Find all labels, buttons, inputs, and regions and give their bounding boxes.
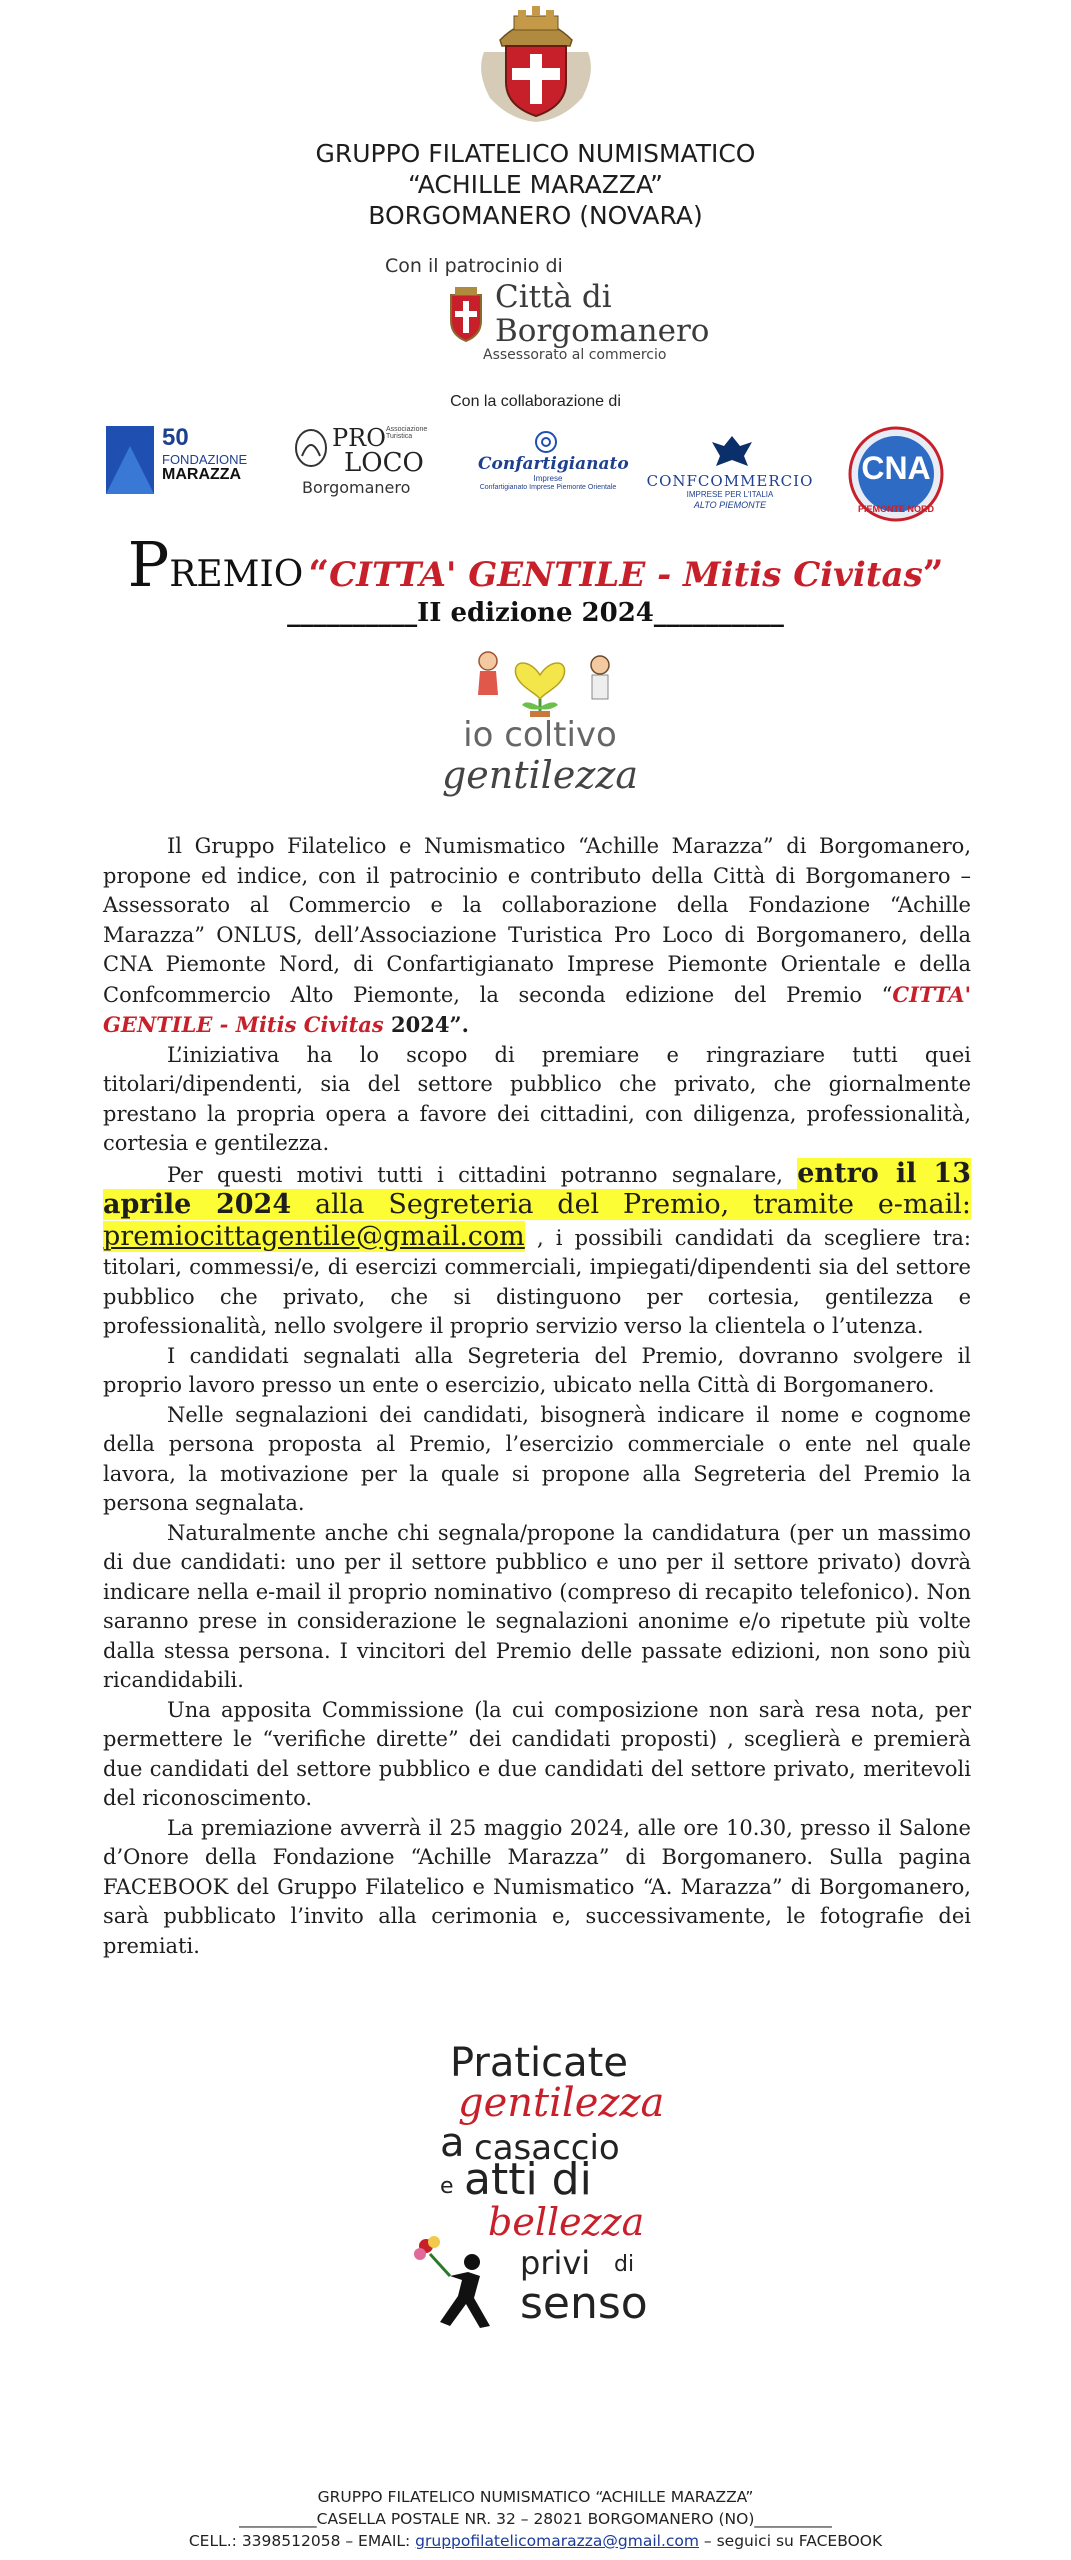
patronage-block — [385, 255, 725, 367]
paragraph-purpose: L’iniziativa ha lo scopo di premiare e ringraziare tutti quei titolari/dipendenti, sia del settore pubblico che privato, che giornalmente prestano la propria opera a favore dei cittadini, con diligenza, professionalità, cortesia e gentilezza. — [103, 1042, 971, 1155]
paragraph-intro: Il Gruppo Filatelico e Numismatico “Achille Marazza” di Borgomanero, propone ed indice, con il patrocinio e contributo della Città di Borgomanero – Assessorato al Commercio e la collaborazione della Fondazione “Achille Marazza” ONLUS, dell’Associazione Turistica Pro Loco di Borgomanero, della CNA Piemonte Nord, di Confartigianato Imprese Piemonte Orientale e della Confcommercio Alto Piemonte, la seconda edizione del Premio “CITTA' GENTILE - Mitis Civitas 2024”. — [103, 834, 971, 1037]
title-open-quote: “ — [308, 553, 330, 595]
paragraph-commission: Una apposita Commissione (la cui composizione non sarà resa nota, per permettere le “verifiche dirette” dei candidati proposti) , sceglierà e premierà due candidati del settore pubblico e due candidati del settore privato, meritevoli del riconoscimento. — [103, 1697, 971, 1810]
coltivo-line1: io coltivo — [463, 715, 617, 755]
proloco-emblem-icon — [294, 428, 328, 468]
art-word-atti-di: atti di — [464, 2154, 592, 2205]
confartigianato-at-icon — [534, 430, 558, 454]
patronage-intro: Con il patrocinio di — [385, 255, 563, 277]
art-word-gentilezza: gentilezza — [458, 2080, 665, 2126]
title-initial: P — [127, 528, 170, 601]
title-close-quote: ” — [922, 553, 944, 595]
secretariat-highlight: alla Segreteria del Premio, tramite e-mail: — [291, 1189, 971, 1220]
confartigianato-logo: Confartigianato Imprese Confartigianato Imprese Piemonte Orientale — [478, 430, 618, 496]
art-word-senso: senso — [520, 2278, 648, 2329]
art-word-bellezza: bellezza — [488, 2200, 645, 2244]
prize-title — [0, 528, 1071, 601]
org-name-line1: GRUPPO FILATELICO NUMISMATICO — [315, 139, 756, 168]
flower-thrower-figure-icon — [410, 2236, 522, 2330]
org-city-line: BORGOMANERO (NOVARA) — [368, 201, 703, 230]
paragraph-eligibility: I candidati segnalati alla Segreteria del Premio, dovranno svolgere il proprio lavoro presso un ente o esercizio, ubicato nella Città di Borgomanero. — [103, 1343, 971, 1397]
city-shield-icon — [445, 285, 487, 343]
cna-logo: CNA PIEMONTE NORD — [842, 424, 952, 524]
proloco-logo: PRO Associazione Turistica LOCO Borgomanero — [294, 422, 446, 500]
coltivo-line2: gentilezza — [441, 753, 639, 797]
art-word-praticate: Praticate — [450, 2040, 628, 2086]
edition-line: __________II edizione 2024__________ — [287, 598, 784, 628]
announcement-body — [103, 832, 971, 1961]
org-name-line2: “ACHILLE MARAZZA” — [408, 170, 663, 199]
footer-address: __________CASELLA POSTALE NR. 32 – 28021 BORGOMANERO (NO)__________ — [239, 2510, 832, 2528]
praticate-gentilezza-artwork: Praticate gentilezza a casaccio e atti di bellezza privi di senso — [410, 2040, 680, 2330]
paragraph-nomination-details: Nelle segnalazioni dei candidati, bisognerà indicare il nome e cognome della persona proposta al Premio, l’esercizio commerciale o ente nel quale lavora, la motivazione per la quale si propone alla Segreteria del Premio la persona segnalata. — [103, 1402, 971, 1515]
prize-name-inline: CITTA' GENTILE - Mitis Civitas — [103, 981, 971, 1037]
paragraph-nominator-rules: Naturalmente anche chi segnala/propone la candidatura (per un massimo di due candidati: uno per il settore pubblico e uno per il settore privato) dovrà indicare nella e-mail il proprio nominativo (compreso di recapito telefonico). Non saranno prese in considerazione le segnalazioni anonime e/o ripetute più volte dalla stessa persona. I vincitori del Premio delle passate edizioni, non sono più ricandidabili. — [103, 1520, 971, 1692]
fondazione-emblem-icon — [106, 426, 154, 494]
paragraph-ceremony: La premiazione avverrà il 25 maggio 2024, alle ore 10.30, presso il Salone d’Onore della Fondazione “Achille Marazza” di Borgomanero. Sulla pagina FACEBOOK del Gruppo Filatelico e Numismatico “A. Marazza” di Borgomanero, sarà pubblicato l’invito alla cerimonia e, successivamente, le fotografie dei premiati. — [103, 1815, 971, 1958]
collaboration-label: Con la collaborazione di — [450, 393, 621, 410]
prize-email-link[interactable]: premiocittagentile@gmail.com — [103, 1220, 525, 1252]
title-prize-name: CITTA' GENTILE - Mitis Civitas — [329, 555, 923, 595]
footer-email-link[interactable]: gruppofilatelicomarazza@gmail.com — [415, 2532, 699, 2550]
city-crest-logo — [470, 2, 602, 124]
confcommercio-eagle-icon — [710, 432, 754, 470]
footer-org: GRUPPO FILATELICO NUMISMATICO “ACHILLE MARAZZA” — [317, 2488, 754, 2506]
art-word-casaccio: casaccio — [474, 2128, 620, 2168]
confcommercio-logo: CONFCOMMERCIO IMPRESE PER L'ITALIA ALTO PIEMONTE — [640, 432, 820, 512]
io-coltivo-gentilezza-logo — [410, 645, 670, 795]
children-heart-plant-icon — [450, 645, 630, 717]
patronage-dept: Assessorato al commercio — [483, 347, 667, 363]
paragraph-nomination: Per questi motivi tutti i cittadini potranno segnalare, entro il 13 aprile 2024 alla Segreteria del Premio, tramite e-mail: premiocittagentile@gmail.com , i possibili candidati da scegliere tra: titolari, commessi/e, di esercizi commerciali, impiegati/dipendenti sia del settore pubblico che privato, che si distinguono per cortesia, gentilezza e professionalità, nello svolgere il proprio servizio verso la clientela o l’utenza. — [103, 1157, 972, 1338]
title-word: REMIO — [169, 554, 304, 595]
fondazione-marazza-logo: 50 FONDAZIONE MARAZZA — [106, 424, 272, 496]
deadline-highlight: entro il 13 aprile 2024 — [103, 1157, 972, 1220]
footer-contacts: CELL.: 3398512058 – EMAIL: gruppofilatelicomarazza@gmail.com – seguici su FACEBOOK — [188, 2532, 883, 2550]
patronage-city: Città di Borgomanero — [495, 279, 710, 349]
page-footer — [0, 2486, 1071, 2552]
